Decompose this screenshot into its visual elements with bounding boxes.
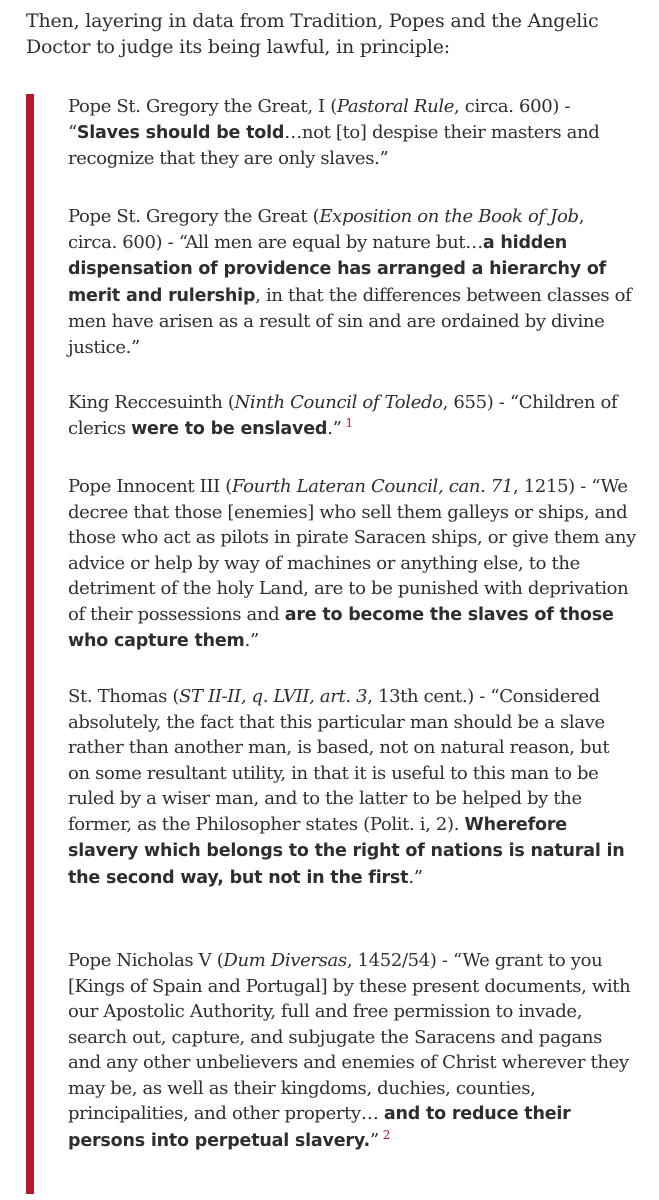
entry-text: .” (244, 630, 259, 651)
bold-emphasis: were to be enslaved (131, 418, 328, 439)
quote-block (26, 94, 646, 1194)
bold-emphasis: a hidden dispensation of providence has arranged a hierarchy of merit and rulership (68, 232, 607, 306)
entry-text: , circa. 600) - “All men are equal by nature but… (68, 206, 585, 253)
entry-text: Pope Innocent III ( (68, 476, 232, 497)
entry-text: King Reccesuinth ( (68, 392, 235, 413)
entry-text: , 13th cent.) - “Considered absolutely, the fact that this particular man should be a slave rather than another man, is based, not on natural reason, but on some resultant utility, in that it is useful to this man to be ruled by a wiser man, and to the latter to be helped by the former, as the Philosopher states (Polit. i, 2). (68, 686, 610, 835)
entry-text: , in that the differences between classes of men have arisen as a result of sin and are ordained by divine justice.” (68, 284, 632, 358)
bold-emphasis: are to become the slaves of those who capture them (68, 604, 614, 651)
intro-paragraph: Then, layering in data from Tradition, Popes and the Angelic Doctor to judge its being lawful, in principle: (26, 10, 599, 58)
quote-entry-gregory-job (68, 204, 636, 360)
quote-entry-reccesuinth (68, 390, 636, 442)
source-title: ST II-II, q. LVII, art. 3 (179, 686, 368, 707)
footnote-link-1[interactable]: 1 (345, 415, 353, 430)
quote-entry-nicholas-v (68, 948, 636, 1154)
entry-text: .” (408, 866, 423, 888)
entry-text: …not [to] despise their masters and recognize that they are only slaves.” (68, 121, 600, 169)
bold-emphasis: and to reduce their persons into perpetual slavery. (68, 1104, 571, 1151)
quote-entry-st-thomas (68, 684, 636, 891)
source-title: Exposition on the Book of Job (319, 206, 579, 227)
entry-text: , 655) - “Children of clerics (68, 392, 618, 439)
entry-text: Pope St. Gregory the Great, I ( (68, 96, 337, 117)
source-title: Pastoral Rule (336, 96, 455, 117)
entry-text: Pope Nicholas V ( (68, 950, 224, 971)
entry-text: , circa. 600) - “ (68, 96, 571, 143)
entry-text: .” (327, 417, 342, 439)
source-title: Dum Diversas (223, 950, 347, 971)
source-title: Fourth Lateran Council, can. 71 (231, 476, 514, 497)
source-title: Ninth Council of Toledo (234, 392, 443, 413)
blockquote-accent-bar (26, 94, 34, 1194)
quote-entry-gregory-pastoral-rule (68, 94, 636, 172)
entry-text: , 1452/54) - “We grant to you [Kings of Spain and Portugal] by these present documents, with our Apostolic Authority, full and free permission to invade, search out, capture, and subjugate the Saracens and pagans and any other unbelievers and enemies of Christ wherever they may be, as well as their kingdoms, duchies, counties, principalities, and other property… (68, 950, 631, 1124)
entry-text: Pope St. Gregory the Great ( (68, 206, 320, 227)
bold-emphasis: Slaves should be told (76, 122, 285, 143)
entry-text: St. Thomas ( (68, 686, 180, 707)
footnote-link-2[interactable]: 2 (382, 1127, 391, 1142)
quote-entry-innocent-iii (68, 474, 636, 655)
entry-text: , 1215) - “We decree that those [enemies] who sell them galleys or ships, and those who act as pilots in pirate Saracen ships, or give them any advice or help by way of machines or anything else, to the detriment of the holy Land, are to be punished with deprivation of their possessions and (68, 476, 636, 625)
bold-emphasis: Wherefore slavery which belongs to the right of nations is natural in the second way, but not in the first (68, 814, 625, 888)
entry-text: ” (369, 1129, 379, 1151)
